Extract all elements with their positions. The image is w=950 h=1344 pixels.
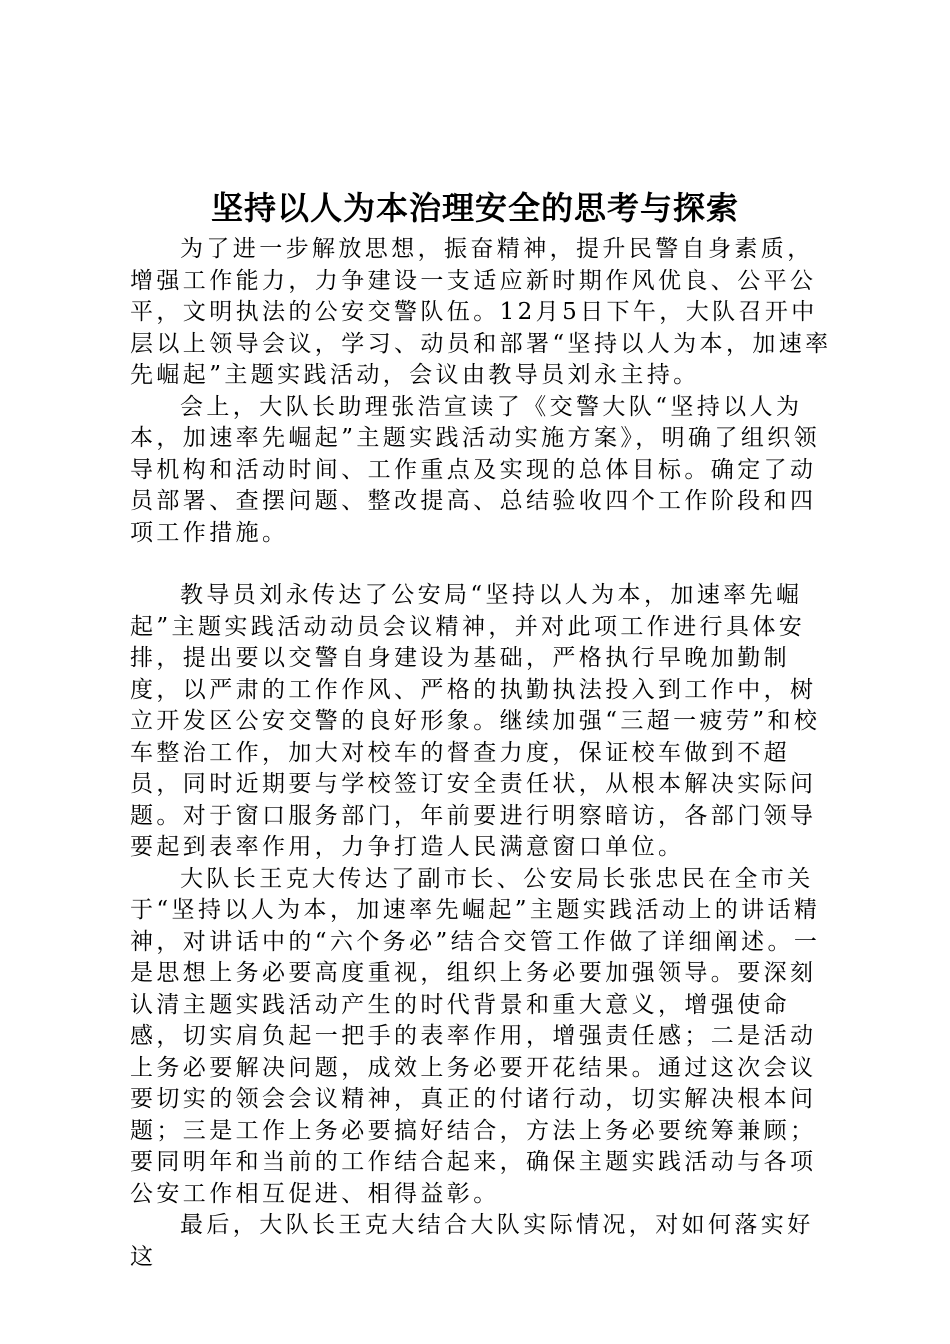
paragraph-plan: 会上，大队长助理张浩宣读了《交警大队“坚持以人为本，加速率先崛起”主题实践活动实施方案》，明确了组织领导机构和活动时间、工作重点及实现的总体目标。确定了动员部署、查摆问题、整改提高、总结验收四个工作阶段和四项工作措施。: [130, 393, 821, 546]
document-body: [130, 234, 835, 1273]
paragraph-instructor: 教导员刘永传达了公安局“坚持以人为本，加速率先崛起”主题实践活动动员会议精神，并对此项工作进行具体安排，提出要以交警自身建设为基础，严格执行早晚加勤制度，以严肃的工作作风、严格的执勤执法投入到工作中，树立开发区公安交警的良好形象。继续加强“三超一疲劳”和校车整治工作，加大对校车的督查力度，保证校车做到不超员，同时近期要与学校签订安全责任状，从根本解决实际问题。对于窗口服务部门，年前要进行明察暗访，各部门领导要起到表率作用，力争打造人民满意窗口单位。: [130, 582, 821, 860]
paragraph-closing: 最后，大队长王克大结合大队实际情况，对如何落实好这: [130, 1212, 814, 1270]
paragraph-spacer: [130, 549, 835, 580]
paragraph-captain-speech: 大队长王克大传达了副市长、公安局长张忠民在全市关于“坚持以人为本，加速率先崛起”主题实践活动上的讲话精神，对讲话中的“六个务必”结合交管工作做了详细阐述。一是思想上务必要高度重视，组织上务必要加强领导。要深刻认清主题实践活动产生的时代背景和重大意义，增强使命感，切实肩负起一把手的表率作用，增强责任感；二是活动上务必要解决问题，成效上务必要开花结果。通过这次会议要切实的领会会议精神，真正的付诸行动，切实解决根本问题；三是工作上务必要搞好结合，方法上务必要统筹兼顾；要同明年和当前的工作结合起来，确保主题实践活动与各项公安工作相互促进、相得益彰。: [130, 865, 821, 1207]
paragraph-intro: 为了进一步解放思想，振奋精神，提升民警自身素质，增强工作能力，力争建设一支适应新时期作风优良、公平公平，文明执法的公安交警队伍。12月5日下午，大队召开中层以上领导会议，学习、动员和部署“坚持以人为本，加速率先崛起”主题实践活动，会议由教导员刘永主持。: [130, 236, 832, 388]
document-title: 坚持以人为本治理安全的思考与探索: [210, 189, 739, 227]
